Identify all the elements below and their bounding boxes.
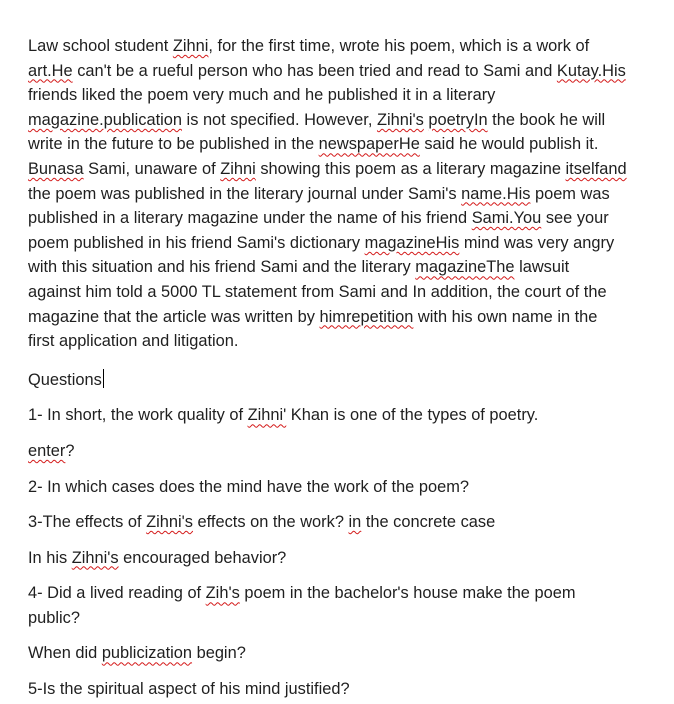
question-item [28,546,654,571]
spellcheck-flagged-word[interactable]: publicization [101,644,193,663]
spellcheck-flagged-word[interactable]: Bunasa [28,159,84,178]
spellcheck-flagged-word[interactable]: Zihni [220,159,256,178]
story-line: first application and litigation. [28,332,239,351]
question-line: 3-The effects of Zihni's effects on the work? in the concrete case [28,513,496,532]
spellcheck-flagged-word[interactable]: Zih's [205,584,240,603]
question-line: 5-Is the spiritual aspect of his mind justified? [28,680,350,699]
story-paragraph [28,34,654,354]
spellcheck-flagged-word[interactable]: magazineThe [415,258,515,277]
spellcheck-flagged-word[interactable]: Kutay.His [556,61,626,80]
spellcheck-flagged-word[interactable]: itselfand [565,159,627,178]
spellcheck-flagged-word[interactable]: art.He [28,61,73,80]
question-item [28,581,654,630]
story-line: friends liked the poem very much and he published it in a literary [28,86,496,105]
spellcheck-flagged-word[interactable]: Zihni's [376,110,424,129]
questions-heading: Questions [28,370,102,389]
story-line: art.He can't be a rueful person who has been tried and read to Sami and Kutay.His [28,61,626,80]
story-line: Law school student Zihni, for the first time, wrote his poem, which is a work of [28,37,590,55]
question-item [28,677,654,702]
story-line: Bunasa Sami, unaware of Zihni showing this poem as a literary magazine itselfand [28,159,627,178]
question-item [28,641,654,666]
question-line: 1- In short, the work quality of Zihni' Khan is one of the types of poetry. [28,406,539,425]
question-line: In his Zihni's encouraged behavior? [28,548,287,567]
question-item [28,475,654,500]
story-line: write in the future to be published in the newspaperHe said he would publish it. [28,135,599,154]
story-line: magazine that the article was written by himrepetition with his own name in the [28,307,598,326]
story-line: against him told a 5000 TL statement from Sami and In addition, the court of the [28,282,607,301]
spellcheck-flagged-word[interactable]: poetryIn [428,110,488,129]
spellcheck-flagged-word[interactable]: Zihni' [247,406,287,425]
spellcheck-flagged-word[interactable]: in [348,513,362,532]
spellcheck-flagged-word[interactable]: newspaperHe [318,135,420,154]
story-line: poem published in his friend Sami's dictionary magazineHis mind was very angry [28,233,615,252]
spellcheck-flagged-word[interactable]: himrepetition [319,307,414,326]
spellcheck-flagged-word[interactable]: enter [28,441,66,460]
question-line: enter? [28,441,75,460]
question-line: 2- In which cases does the mind have the work of the poem? [28,477,469,496]
story-line: published in a literary magazine under the name of his friend Sami.You see your [28,209,609,228]
question-line: public? [28,608,80,627]
question-list [28,403,654,701]
spellcheck-flagged-word[interactable]: magazine.publication [28,110,182,129]
story-line: magazine.publication is not specified. However, Zihni's poetryIn the book he will [28,110,606,129]
question-line: 4- Did a lived reading of Zih's poem in the bachelor's house make the poem [28,584,576,603]
spellcheck-flagged-word[interactable]: magazineHis [364,233,460,252]
story-line: with this situation and his friend Sami and the literary magazineThe lawsuit [28,258,570,277]
spellcheck-flagged-word[interactable]: Sami.You [471,209,542,228]
spellcheck-flagged-word[interactable]: Zihni [172,37,209,55]
text-cursor [103,369,104,388]
spellcheck-flagged-word[interactable]: Zihni's [71,548,119,567]
spellcheck-flagged-word[interactable]: Zihni's [146,513,193,532]
question-line: When did publicization begin? [28,644,246,663]
spellcheck-flagged-word[interactable]: name.His [461,184,531,203]
question-item [28,510,654,535]
document-page [28,34,654,702]
question-item [28,403,654,428]
question-item [28,439,654,464]
story-line: the poem was published in the literary journal under Sami's name.His poem was [28,184,610,203]
